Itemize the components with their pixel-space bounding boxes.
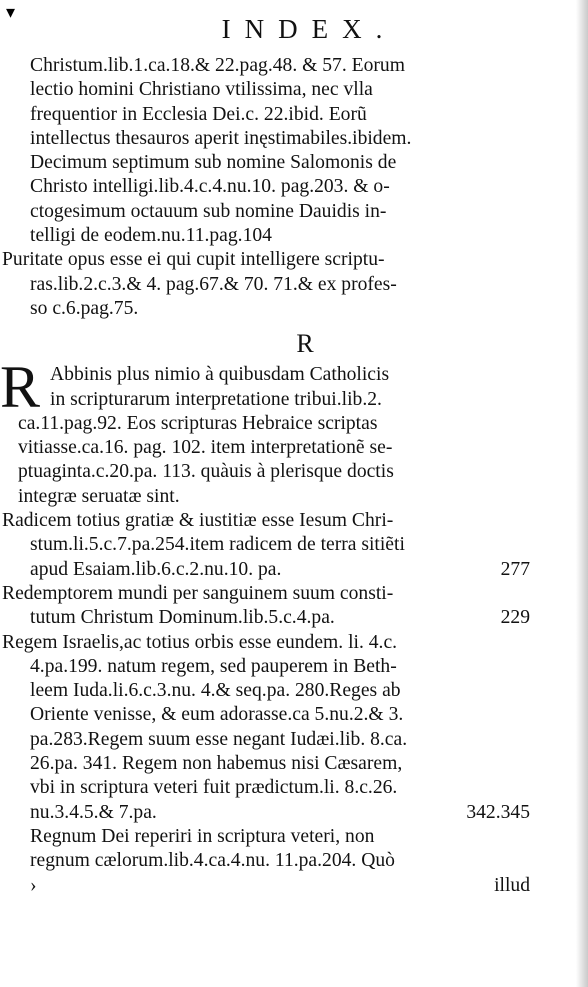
entry-last-line	[2, 558, 530, 582]
entry-line: regnum cælorum.lib.4.ca.4.nu. 11.pa.204. Quò	[30, 850, 395, 872]
entry-line: stum.li.5.c.7.pa.254.item radicem de terra sitiẽti	[30, 534, 405, 556]
index-entry-puritate	[2, 248, 530, 321]
entry-line: frequentior in Ecclesia Dei.c. 22.ibid. Eorũ	[30, 103, 367, 125]
entry-line: Abbinis plus nimio à quibusdam Catholicis	[50, 364, 390, 386]
entry-line: Regem Israelis,ac totius orbis esse eundem. li. 4.c.	[2, 631, 398, 653]
entry-line: ptuaginta.c.20.pa. 113. quàuis à plerisque doctis	[18, 461, 394, 483]
entry-line: intellectus thesauros aperit inęstimabiles.ibidem.	[30, 127, 412, 149]
entry-line: integræ seruatæ sint.	[18, 485, 180, 507]
entry-line-text: apud Esaiam.lib.6.c.2.nu.10. pa.	[30, 558, 282, 580]
entry-line: Christum.lib.1.ca.18.& 22.pag.48. & 57. Eorum	[30, 55, 405, 76]
entry-line: ca.11.pag.92. Eos scripturas Hebraice scriptas	[18, 412, 378, 434]
entry-line: lectio homini Christiano vtilissima, nec vlla	[30, 79, 373, 101]
entry-line: Redemptorem mundi per sanguinem suum consti-	[2, 582, 394, 604]
index-entry-radicem	[2, 509, 530, 582]
entry-line: pa.283.Regem suum esse negant Iudæi.lib. 8.ca.	[30, 728, 408, 750]
entry-line: 4.pa.199. natum regem, sed pauperem in Beth-	[30, 655, 397, 677]
entry-line-text: nu.3.4.5.& 7.pa.	[30, 801, 157, 823]
index-entry-regem	[2, 631, 530, 825]
entry-line: Regnum Dei reperiri in scriptura veteri, non	[30, 825, 375, 847]
entry-line: so c.6.pag.75.	[30, 297, 139, 319]
section-letter-heading: R	[296, 329, 314, 359]
entry-line: Christo intelligi.lib.4.c.4.nu.10. pag.203. & o-	[30, 176, 390, 198]
corner-mark: ▾	[6, 2, 16, 22]
entry-last-line	[2, 606, 530, 630]
running-head: INDEX.	[221, 14, 397, 44]
page-reference: 229	[500, 607, 530, 629]
entry-line: in scripturarum interpretatione tribui.lib.2.	[50, 388, 382, 410]
drop-cap: R	[0, 354, 41, 421]
entry-line: Radicem totius gratiæ & iustitiæ esse Iesum Chri-	[2, 510, 394, 532]
entry-line: ras.lib.2.c.3.& 4. pag.67.& 70. 71.& ex profes-	[30, 273, 397, 295]
entry-line: 26.pa. 341. Regem non habemus nisi Cæsarem,	[30, 753, 403, 775]
index-entry-scriptura-continuation	[30, 54, 530, 248]
entry-line-text: tutum Christum Dominum.lib.5.c.4.pa.	[30, 607, 335, 629]
catchword: illud	[494, 874, 530, 896]
entry-last-line	[30, 874, 530, 898]
entry-line: Puritate opus esse ei qui cupit intelligere scriptu-	[2, 249, 385, 271]
page-edge-shadow	[576, 0, 588, 987]
entry-line: telligi de eodem.nu.11.pag.104	[30, 225, 272, 247]
index-text-block	[0, 54, 530, 898]
entry-line: Oriente venisse, & eum adorasse.ca 5.nu.2.& 3.	[30, 704, 404, 726]
entry-line: vbi in scriptura veteri fuit prædictum.li. 8.c.26.	[30, 777, 398, 799]
entry-line: vitiasse.ca.16. pag. 102. item interpretationẽ se-	[18, 437, 393, 459]
entry-line-text: ›	[30, 874, 37, 896]
index-entry-regnum	[30, 825, 530, 898]
entry-line: leem Iuda.li.6.c.3.nu. 4.& seq.pa. 280.Reges ab	[30, 680, 401, 702]
page-reference: 277	[500, 558, 530, 580]
page-reference: 342.345	[466, 801, 530, 823]
entry-last-line	[2, 801, 530, 825]
entry-line: Decimum septimum sub nomine Salomonis de	[30, 152, 397, 174]
index-entry-redemptorem	[2, 582, 530, 631]
entry-line: ctogesimum octauum sub nomine Dauidis in-	[30, 200, 387, 222]
index-entry-rabbinis	[0, 354, 530, 509]
